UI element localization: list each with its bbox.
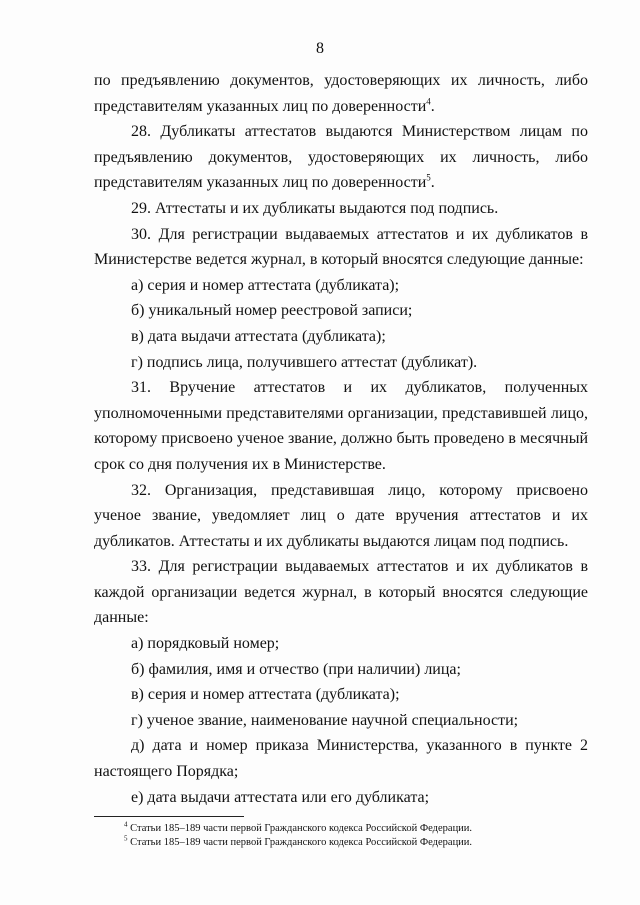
list-item-33a: а) порядковый номер; [131,635,280,653]
list-item-30d: г) подпись лица, получившего аттестат (дубликат). [131,353,478,371]
paragraph-28: 28. Дубликаты аттестатов выдаются Министерством лицам по предъявлению документов, удостоверяющих их личность, либо представителям указанных лиц по доверенности$^5$. [94,123,588,192]
footnote-divider [94,816,244,817]
footnote-ref-4: 4 [426,96,431,107]
document-body [94,68,588,810]
paragraph-31: 31. Вручение аттестатов и их дубликатов, полученных уполномоченными представителями организации, представившей лицо, которому присвоено ученое звание, должно быть проведено в месячный срок со дня получения их в Министерстве. [94,379,588,473]
paragraph-continuation: по предъявлению документов, удостоверяющих их личность, либо представителям указанных лиц по доверенности$^4$. [94,72,588,115]
paragraph-33: 33. Для регистрации выдаваемых аттестатов и их дубликатов в каждой организации ведется журнал, в который вносятся следующие данные: [94,558,588,627]
list-item-30c: в) дата выдачи аттестата (дубликата); [131,327,386,345]
paragraph-32: 32. Организация, представившая лицо, которому присвоено ученое звание, уведомляет лиц о дате вручения аттестатов и их дубликатов. Аттестаты и их дубликаты выдаются лицам под подпись. [94,481,588,550]
list-item-33e: д) дата и номер приказа Министерства, указанного в пункте 2 настоящего Порядка; [94,737,588,781]
footnote-ref-5: 5 [426,173,431,184]
list-item-33f: е) дата выдачи аттестата или его дубликата; [131,788,430,806]
paragraph-29: 29. Аттестаты и их дубликаты выдаются под подпись. [131,199,499,217]
list-item-33d: г) ученое звание, наименование научной специальности; [131,711,519,729]
footnote-5: $^5$ Статьи 185–189 части первой Гражданского кодекса Российской Федерации. [124,834,473,848]
list-item-30b: б) уникальный номер реестровой записи; [131,302,413,320]
list-item-30a: а) серия и номер аттестата (дубликата); [131,276,400,294]
paragraph-30: 30. Для регистрации выдаваемых аттестатов и их дубликатов в Министерстве ведется журнал, в который вносятся следующие данные: [94,225,588,269]
footnotes [94,822,588,850]
page-number: 8 [316,40,324,57]
list-item-33b: б) фамилия, имя и отчество (при наличии) лица; [131,660,461,678]
footnote-4: $^4$ Статьи 185–189 части первой Гражданского кодекса Российской Федерации. [124,820,473,834]
list-item-33c: в) серия и номер аттестата (дубликата); [131,686,400,704]
